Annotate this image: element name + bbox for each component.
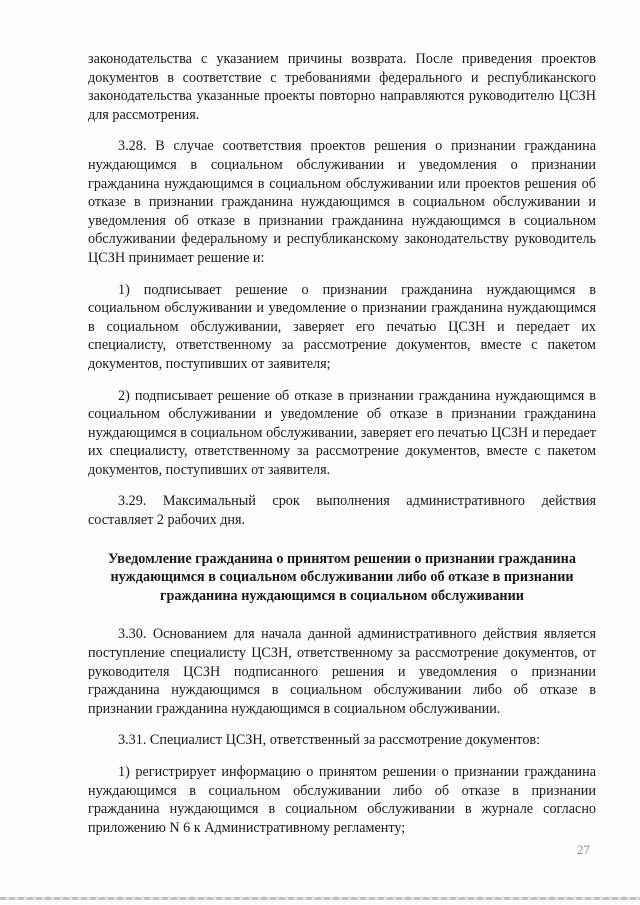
paragraph-3-30: 3.30. Основанием для начала данной административного действия является поступление специалисту ЦСЗН, ответственному за рассмотрение документов, от руководителя ЦСЗН подписанного решения и уведомления о признании гражданина нуждающимся в социальном обслуживании либо об отказе в признании гражданина нуждающимся в социальном обслуживании. xyxy=(88,626,596,717)
paragraph-continuation: законодательства с указанием причины возврата. После приведения проектов документов в соответствие с требованиями федерального и республиканского законодательства указанные проекты повторно направляются руководителю ЦСЗН для рассмотрения. xyxy=(88,51,596,123)
paragraph-3-28: 3.28. В случае соответствия проектов решения о признании гражданина нуждающимся в социальном обслуживании и уведомления о признании гражданина нуждающимся в социальном обслуживании или проектов решения об отказе в признании гражданина нуждающимся в социальном обслуживании и уведомления об отказе в признании гражданина нуждающимся в социальном обслуживании федеральному и республиканскому законодательству руководитель ЦСЗН принимает решение и: xyxy=(88,138,596,266)
list-item-1: 1) подписывает решение о признании гражданина нуждающимся в социальном обслуживании и уведомление о признании гражданина нуждающимся в социальном обслуживании, заверяет его печатью ЦСЗН и передает их специалисту, ответственному за рассмотрение документов, вместе с пакетом документов, поступивших от заявителя; xyxy=(88,281,596,372)
section-heading: Уведомление гражданина о принятом решении о признании гражданина нуждающимся в социальном обслуживании либо об отказе в признании гражданина нуждающимся в социальном обслуживании xyxy=(108,550,576,604)
paragraph-3-29: 3.29. Максимальный срок выполнения административного действия составляет 2 рабочих дня. xyxy=(88,493,596,529)
paragraph-3-31: 3.31. Специалист ЦСЗН, ответственный за рассмотрение документов: xyxy=(118,732,541,749)
page-number: 27 xyxy=(577,842,590,857)
list-item-3-31-1: 1) регистрирует информацию о принятом решении о признании гражданина нуждающимся в социальном обслуживании либо об отказе в признании гражданина нуждающимся в социальном обслуживании в журнале согласно приложению N 6 к Административному регламенту; xyxy=(88,764,596,836)
document-body xyxy=(88,50,596,837)
list-item-2: 2) подписывает решение об отказе в признании гражданина нуждающимся в социальном обслуживании и уведомление об отказе в признании гражданина нуждающимся в социальном обслуживании, заверяет его печатью ЦСЗН и передает их специалисту, ответственному за рассмотрение документов, вместе с пакетом документов, поступивших от заявителя. xyxy=(88,387,596,478)
scan-edge-line xyxy=(0,897,640,900)
